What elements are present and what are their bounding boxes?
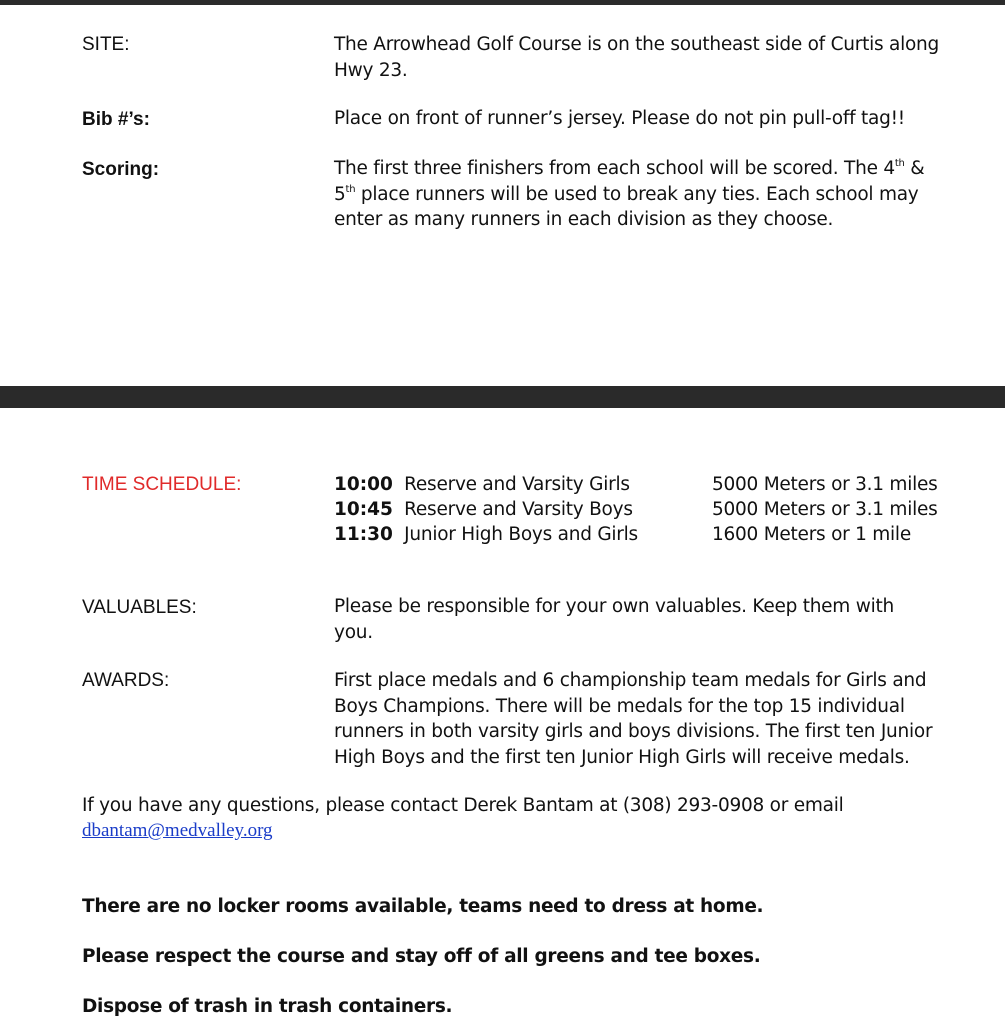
schedule-time: 11:30 (334, 524, 393, 545)
scoring-line-2-text: place runners will be used to break any ties. Each school may (355, 183, 919, 205)
schedule-event: Reserve and Varsity Girls (404, 474, 630, 495)
scoring-line-1-text: The first three finishers from each school will be scored. The 4 (334, 158, 895, 179)
schedule-distance: 5000 Meters or 3.1 miles (712, 499, 938, 520)
schedule-row (334, 472, 974, 497)
scoring-line-2-number: 5 (334, 183, 346, 205)
site-text (334, 32, 964, 83)
ordinal-superscript: th (345, 183, 356, 195)
site-text-line-1: The Arrowhead Golf Course is on the southeast side of Curtis along (334, 34, 939, 55)
valuables-label: VALUABLES: (82, 597, 197, 618)
valuables-text-line-1: Please be responsible for your own valuables. Keep them with (334, 596, 894, 617)
schedule-distance: 1600 Meters or 1 mile (712, 524, 911, 545)
note-trash: Dispose of trash in trash containers. (82, 996, 453, 1017)
bib-label: Bib #’s: (82, 109, 150, 130)
site-label: SITE: (82, 34, 130, 55)
schedule-event: Junior High Boys and Girls (404, 524, 638, 545)
awards-label: AWARDS: (82, 670, 170, 691)
note-locker-rooms: There are no locker rooms available, teams need to dress at home. (82, 896, 764, 917)
note-respect-course: Please respect the course and stay off of all greens and tee boxes. (82, 946, 761, 967)
scoring-text (334, 156, 964, 233)
awards-text (334, 668, 964, 770)
awards-line: High Boys and the first ten Junior High Girls will receive medals. (334, 746, 910, 768)
scoring-line-2 (334, 182, 964, 208)
schedule-distance: 5000 Meters or 3.1 miles (712, 474, 938, 495)
schedule-row (334, 522, 974, 547)
scoring-line-3: enter as many runners in each division as they choose. (334, 209, 834, 230)
valuables-text-line-2: you. (334, 621, 373, 643)
schedule-time: 10:00 (334, 474, 393, 495)
scoring-line-1-end: & (904, 158, 925, 179)
schedule-event: Reserve and Varsity Boys (404, 499, 633, 520)
scoring-label: Scoring: (82, 159, 160, 180)
awards-line: Boys Champions. There will be medals for the top 15 individual (334, 695, 905, 717)
awards-line: runners in both varsity girls and boys divisions. The first ten Junior (334, 721, 933, 742)
time-schedule-label: TIME SCHEDULE: (82, 474, 242, 495)
valuables-text (334, 594, 964, 645)
ordinal-superscript: th (894, 158, 905, 169)
schedule-row (334, 497, 974, 522)
section-divider-bar (0, 386, 1005, 408)
awards-line: First place medals and 6 championship team medals for Girls and (334, 670, 927, 691)
email-link[interactable]: dbantam@medvalley.org (82, 820, 273, 841)
schedule-time: 10:45 (334, 499, 393, 520)
bib-text: Place on front of runner’s jersey. Please do not pin pull-off tag!! (334, 108, 905, 129)
scoring-line-1 (334, 156, 964, 182)
top-divider-bar (0, 0, 1005, 5)
contact-text: If you have any questions, please contact Derek Bantam at (308) 293-0908 or email (82, 795, 844, 816)
site-text-line-2: Hwy 23. (334, 59, 408, 81)
